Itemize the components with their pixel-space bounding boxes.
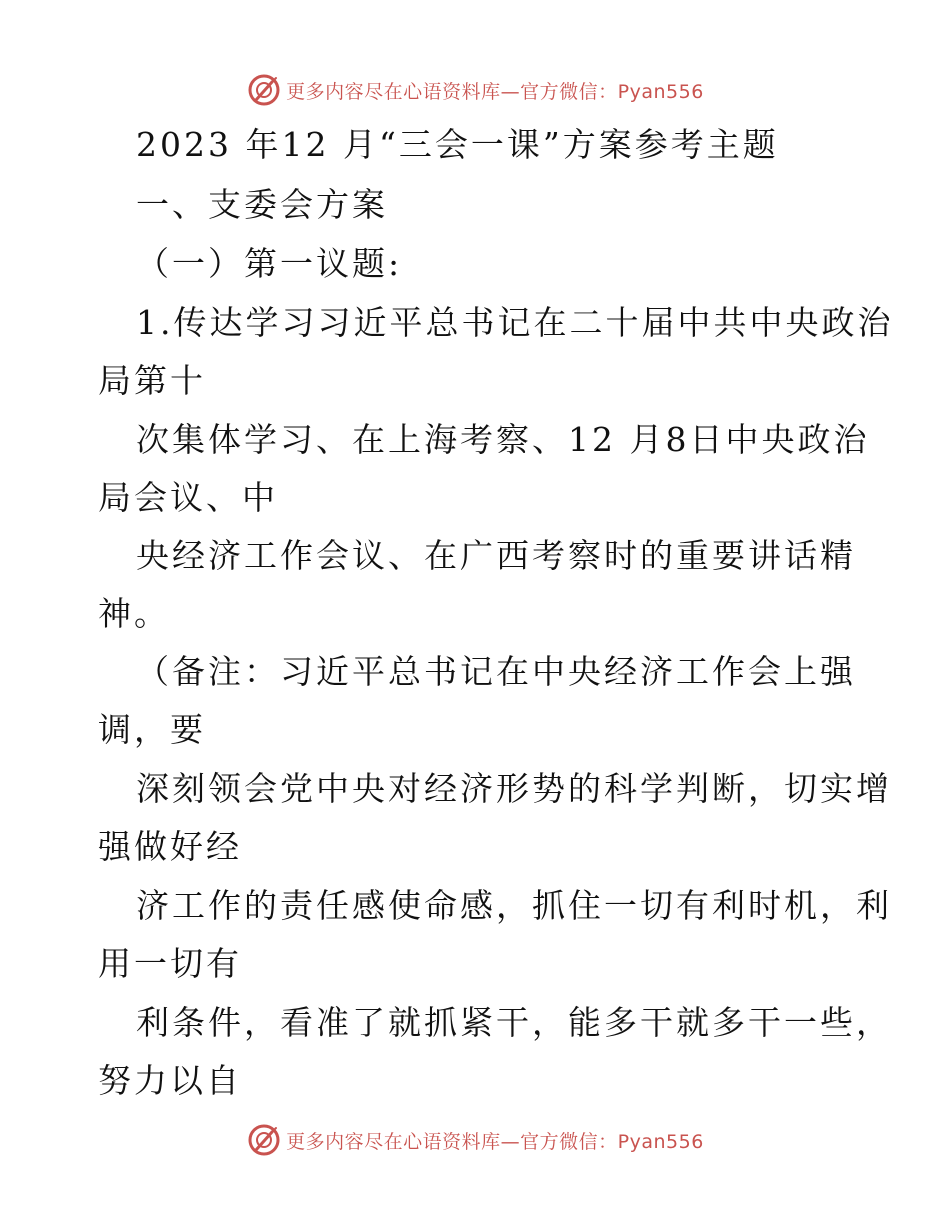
paragraph-line: （备注：习近平总书记在中央经济工作会上强 [136,652,856,691]
paragraph-line: 局会议、中 [98,478,278,517]
watermark-text: 更多内容尽在心语资料库—官方微信：Pyan556 [286,80,704,103]
paragraph-line: 强做好经 [98,827,242,866]
paragraph-line: 调，要 [98,710,206,749]
brand-logo-icon [246,1122,282,1158]
paragraph-line: 利条件，看准了就抓紧干，能多干就多干一些， [136,1003,892,1042]
watermark-footer [0,1118,950,1162]
paragraph-line: 济工作的责任感使命感，抓住一切有利时机，利 [136,886,892,925]
paragraph-line: 局第十 [98,361,206,400]
watermark-text: 更多内容尽在心语资料库—官方微信：Pyan556 [286,1130,704,1153]
document-title: 2023 年12 月“三会一课”方案参考主题 [136,125,779,164]
paragraph-line: 央经济工作会议、在广西考察时的重要讲话精 [136,536,856,575]
brand-logo-icon [246,72,282,108]
section-heading: 一、支委会方案 [136,185,388,224]
paragraph-line: 用一切有 [98,944,242,983]
paragraph-line: 次集体学习、在上海考察、12 月8日中央政治 [136,420,870,459]
paragraph-line: 1.传达学习习近平总书记在二十届中共中央政治 [136,303,894,342]
paragraph-line: 努力以自 [98,1061,242,1100]
watermark-header [0,68,950,112]
paragraph-line: 深刻领会党中央对经济形势的科学判断，切实增 [136,769,892,808]
subsection-heading: （一）第一议题: [136,244,403,283]
paragraph-line: 神。 [98,594,170,633]
